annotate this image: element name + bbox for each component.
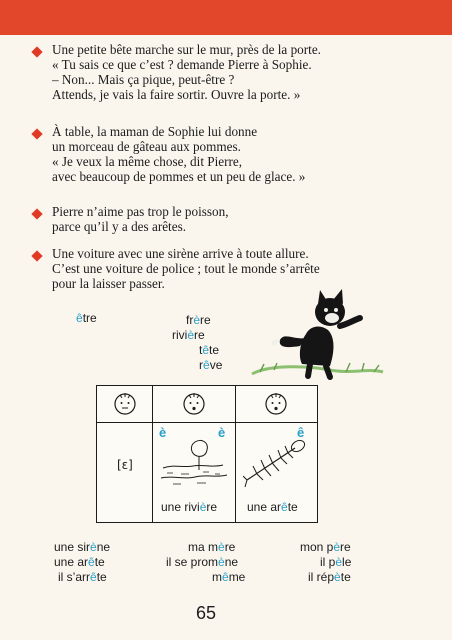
river-drawing — [159, 438, 229, 494]
fishbone-drawing — [243, 436, 309, 494]
bottom-word: il se promène — [166, 555, 239, 569]
text-line: Une voiture avec une sirène arrive à toute allure. — [52, 246, 309, 261]
phoneme-table — [96, 385, 318, 523]
diamond-bullet-icon — [31, 128, 42, 139]
cell-word-riviere: une rivière — [161, 500, 218, 514]
accent-marker: ê — [297, 425, 305, 440]
bottom-word: une arête — [54, 555, 105, 569]
face-open-mouth-icon — [181, 390, 207, 416]
word-tete: tête — [199, 343, 220, 357]
page-number: 65 — [196, 603, 217, 623]
cell-word-arete: une arête — [247, 500, 298, 514]
text-line: – Non... Mais ça pique, peut-être ? — [52, 72, 235, 87]
word-riviere: rivière — [172, 328, 205, 342]
top-color-band — [0, 0, 452, 35]
text-line: pour la laisser passer. — [52, 276, 165, 291]
diamond-bullet-icon — [31, 250, 42, 261]
text-line: Pierre n’aime pas trop le poisson, — [52, 204, 229, 219]
text-line: « Je veux la même chose, dit Pierre, — [52, 154, 243, 169]
text-line: À table, la maman de Sophie lui donne — [52, 124, 258, 139]
bottom-word: il répète — [308, 570, 351, 584]
text-line: C’est une voiture de police ; tout le monde s’arrête — [52, 261, 320, 276]
text-line: Une petite bête marche sur le mur, près de la porte. — [52, 42, 321, 57]
bottom-word: il s’arrête — [58, 570, 107, 584]
text-line: avec beaucoup de pommes et un peu de glace. » — [52, 169, 306, 184]
bottom-word: il pèle — [320, 555, 352, 569]
bottom-word: ma mère — [188, 540, 236, 554]
bottom-word: même — [212, 570, 246, 584]
word-reve: rêve — [199, 358, 223, 372]
text-line: un morceau de gâteau aux pommes. — [52, 139, 241, 154]
face-closed-mouth-icon — [112, 390, 138, 416]
table-divider — [235, 386, 236, 522]
table-divider — [152, 386, 153, 522]
face-open-mouth-icon — [263, 390, 289, 416]
text-line: parce qu’il y a des arêtes. — [52, 219, 187, 234]
bottom-word: mon père — [300, 540, 351, 554]
word-etre: être — [76, 311, 97, 325]
cat-illustration — [250, 282, 385, 382]
text-line: Attends, je vais la faire sortir. Ouvre la porte. » — [52, 87, 301, 102]
diamond-bullet-icon — [31, 46, 42, 57]
word-frere: frère — [186, 313, 211, 327]
bottom-word: une sirène — [54, 540, 111, 554]
text-line: « Tu sais ce que c’est ? demande Pierre à Sophie. — [52, 57, 312, 72]
accent-marker: è — [218, 425, 226, 440]
table-divider — [97, 422, 317, 423]
diamond-bullet-icon — [31, 208, 42, 219]
accent-marker: è — [159, 425, 167, 440]
phoneme-symbol: [ɛ] — [117, 458, 133, 472]
